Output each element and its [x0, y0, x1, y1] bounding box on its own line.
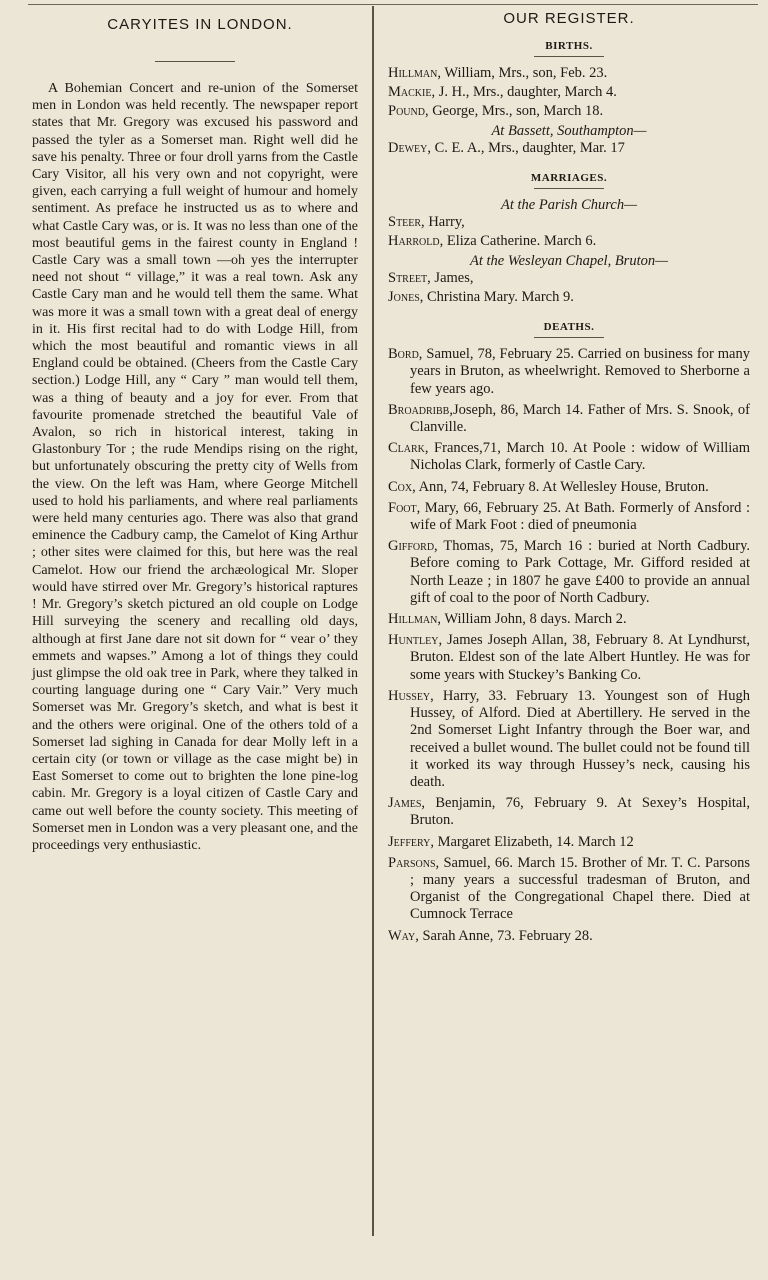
marriage-text: Christina Mary. March 9. [423, 289, 574, 306]
birth-place-note: At Bassett, Southampton— [491, 122, 647, 139]
marriage-entry [388, 289, 750, 306]
death-text: Sarah Anne, 73. February 28. [418, 927, 593, 944]
death-text: Mary, 66, February 25. At Bath. Formerly of Ansford : wife of Mark Foot : died of pneumonia [410, 499, 750, 534]
death-entry [388, 611, 750, 628]
birth-text: J. H., Mrs., daughter, March 4. [435, 84, 617, 101]
marriage-name: Harrold, [388, 233, 444, 250]
deaths-heading: DEATHS. [543, 321, 595, 334]
death-entry [388, 834, 750, 851]
births-list [388, 65, 750, 157]
birth-text: William, Mrs., son, Feb. 23. [440, 65, 608, 81]
death-text: Frances,71, March 10. At Poole : widow of William Nicholas Clark, formerly of Castle Cary. [410, 440, 750, 474]
death-name: Gifford, [388, 538, 438, 555]
birth-name: Mackie, [388, 84, 436, 101]
section-rule [534, 337, 604, 338]
marriages-heading: MARRIAGES. [530, 172, 608, 185]
death-entry [388, 402, 750, 436]
right-column [388, 8, 750, 949]
death-entry [388, 479, 750, 496]
marriage-text: James, [430, 269, 474, 286]
death-text: Samuel, 66. March 15. Brother of Mr. T. C. Parsons ; many years a successful tradesman of Bruton, and Organist of the Congregational Chapel there. Died at Cumnock Terrace [410, 854, 750, 923]
article-body: A Bohemian Concert and re-union of the Somerset men in London was held recently. The newspaper report states that Mr. Gregory was excused his password and passed the tyler as a Somerset man. Right well did he save his penalty. Three or four droll yarns from the Castle Cary Visitor, all his very own and not copyright, were given, each carrying a full weight of humour and homely sentiment. As preface he instructed us as to where and what Castle Cary was, or is. It was no less than one of the most beautiful gems in the fairest county in England ! Castle Cary was a small town —oh yes the interrupter need not shout “ village,” it was a real town. Ask any Castle Cary man and he would tell them the same. What was more it was a small town with a great deal of energy in it. His first recital had to do with Lodge Hill, from which the most beautiful and romantic views in all England could be obtained. (Cheers from the Castle Cary section.) Lodge Hill, any “ Cary ” man would tell them, was a thing of beauty and a joy for ever. From that favourite promenade stretched the beautiful Vale of Avalon, so rich in historical interest, taking in Glastonbury Tor ; the rude Mendips rising on the right, but unfortunately obscuring the pretty city of Wells from the view. On the left was Ham, where George Mitchell used to hold his parliaments, and where real parliaments were held many centuries ago. There was also that grand eminence the Cadbury camp, the Camelot of King Arthur ; other sites were claimed for this, but here was the real Camelot. How our friend the archæological Mr. Sloper would have stirred over Mr. Gregory’s historical raptures ! Mr. Gregory’s sketch pictured an old couple on Lodge Hill surveying the scenery and recalling old days, although at first Jane dare not sit down for “ vear o’ they emmets and wapses.” Among a lot of things they could just glimpse the old oak tree in Park, where they talked in courting language during one “ Cary Vair.” Very much Somerset was Mr. Gregory’s sketch, and what is best it and the others were original. One of the others told of a Somerset lad sighing in Canada for dear Molly left in a certain city (or town or village as the case might be) in East Somerset to come out to brighten the lone pine-log cabin. Mr. Gregory is a loyal citizen of Castle Cary and came out well before the county society. This meeting of Somerset men in London was a very pleasant one, and the proceedings very enthusiastic. [32, 81, 358, 853]
marriage-name: Jones, [388, 289, 424, 306]
marriage-entry [388, 233, 750, 250]
death-name: Huntley, [388, 632, 443, 649]
death-name: Way, [388, 927, 419, 944]
marriage-entry [388, 270, 750, 287]
death-entry [388, 688, 750, 791]
section-rule [534, 188, 604, 189]
left-column [32, 12, 358, 854]
death-text: William John, 8 days. March 2. [440, 611, 627, 628]
death-entry [388, 632, 750, 684]
birth-text: C. E. A., Mrs., daughter, Mar. 17 [430, 139, 625, 156]
death-name: Broadribb, [388, 401, 453, 418]
death-text: Thomas, 75, March 16 : buried at North Cadbury. Before coming to Park Cottage, Mr. Gifford resided at North Leaze ; in 1807 he gave £400 to provide an annual gift of coal to the poor of North Cadbury. [410, 538, 750, 606]
marriage-name: Street, [388, 269, 431, 286]
column-divider [372, 6, 374, 1236]
death-name: Parsons, [388, 854, 440, 871]
death-name: Hillman, [388, 611, 441, 628]
death-text: Joseph, 86, March 14. Father of Mrs. S. Snook, of Clanville. [410, 401, 750, 436]
birth-name: Pound, [388, 103, 429, 120]
birth-text: George, Mrs., son, March 18. [428, 103, 604, 120]
title-rule [155, 61, 235, 62]
death-name: Cox, [388, 478, 416, 495]
death-name: Bord, [388, 346, 423, 363]
section-rule [534, 56, 604, 57]
death-text: Margaret Elizabeth, 14. March 12 [433, 833, 634, 850]
marriage-text: Eliza Catherine. March 6. [443, 233, 597, 250]
death-text: Samuel, 78, February 25. Carried on business for many years in Bruton, as wheelwright. Removed to Sherborne a few years ago. [410, 346, 750, 397]
death-name: James, [388, 795, 426, 812]
marriage-text: Harry, [424, 214, 465, 231]
death-entry [388, 928, 750, 945]
top-rule [28, 4, 758, 5]
births-heading: BIRTHS. [545, 40, 593, 52]
death-entry [388, 795, 750, 829]
marriage-place: At the Parish Church— [500, 197, 637, 214]
birth-entry [388, 65, 750, 82]
death-entry [388, 855, 750, 924]
marriage-entry [388, 214, 750, 231]
birth-name: Dewey, [388, 139, 431, 156]
death-entry [388, 346, 750, 398]
death-entry [388, 500, 750, 534]
article-title: CARYITES IN LONDON. [107, 16, 293, 33]
death-name: Clark, [388, 440, 429, 457]
death-name: Jeffery, [388, 833, 434, 850]
marriages-list [388, 197, 750, 306]
birth-entry [388, 103, 750, 120]
marriage-place: At the Wesleyan Chapel, Bruton— [469, 252, 668, 269]
death-text: James Joseph Allan, 38, February 8. At Lyndhurst, Bruton. Eldest son of the late Albert Huntley. He was for some years with Stuckey’s Banking Co. [410, 632, 750, 683]
death-name: Foot, [388, 499, 421, 516]
register-title: OUR REGISTER. [503, 10, 635, 27]
birth-entry [388, 140, 750, 157]
birth-entry [388, 84, 750, 101]
death-text: Benjamin, 76, February 9. At Sexey’s Hospital, Bruton. [410, 795, 750, 829]
death-text: Ann, 74, February 8. At Wellesley House, Bruton. [415, 478, 709, 495]
death-text: Harry, 33. February 13. Youngest son of Hugh Hussey, of Alford. Died at Abertillery. He served in the 2nd Somerset Light Infantry through the Boer war, and received a bullet wound. The bullet could not be found till it worked its way through Hussey’s neck, causing his death. [410, 687, 750, 790]
death-entry [388, 538, 750, 607]
death-name: Hussey, [388, 687, 434, 704]
marriage-name: Steer, [388, 214, 425, 231]
death-entry [388, 440, 750, 474]
deaths-list [388, 346, 750, 945]
birth-name: Hillman, [388, 65, 441, 81]
